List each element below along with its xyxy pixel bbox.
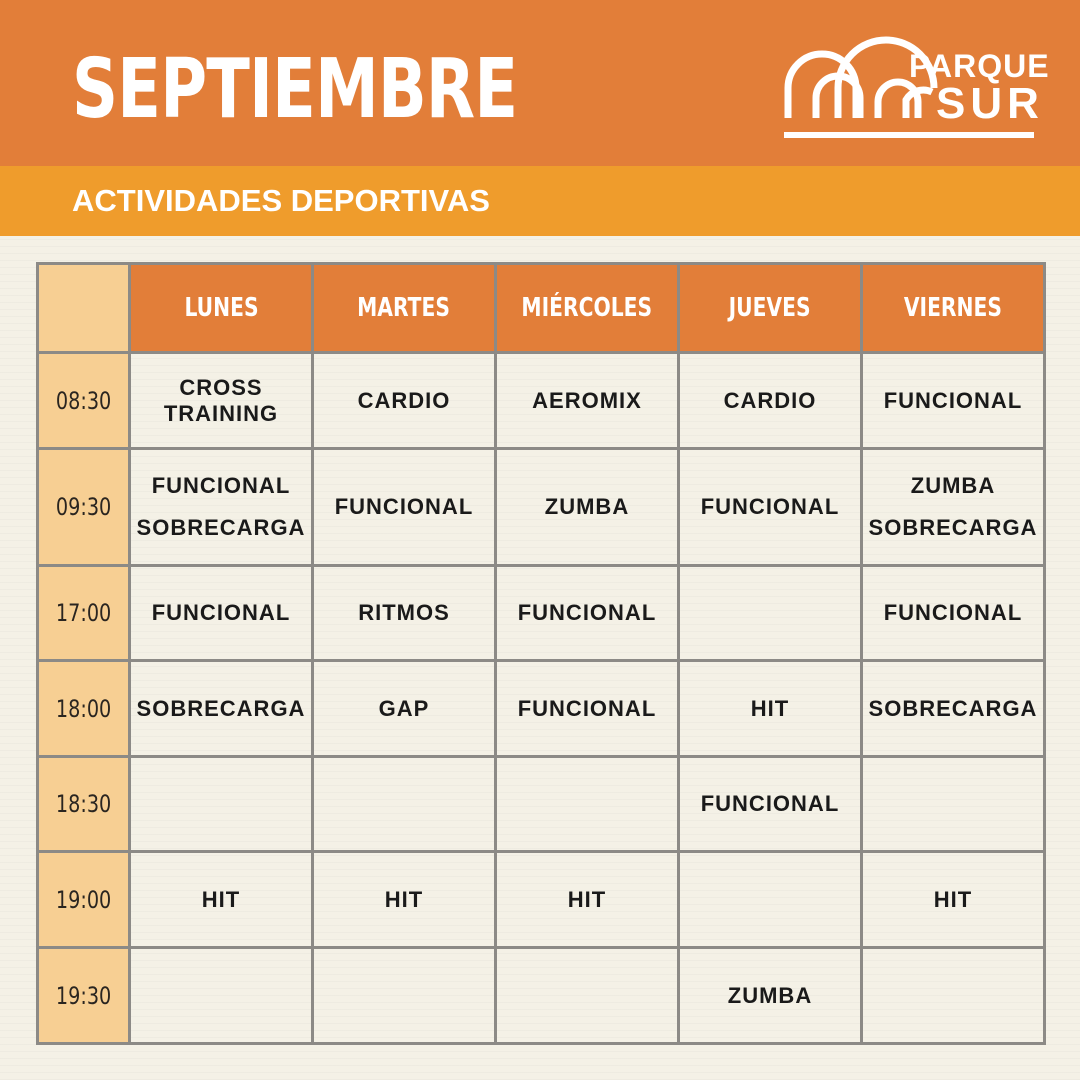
activity-cell [313,757,496,852]
day-header: JUEVES [679,264,862,353]
activity-cell: HIT [130,852,313,948]
logo-word-sur: SUR [936,79,1044,128]
day-header-row [38,264,1045,353]
day-header: MIÉRCOLES [496,264,679,353]
table-row [38,566,1045,661]
activity-cell: FUNCIONAL [496,566,679,661]
subtitle-bar [0,166,1080,236]
activity-cell [496,948,679,1044]
table-row [38,852,1045,948]
table-row [38,661,1045,757]
activity-cell: SOBRECARGA [130,661,313,757]
logo-word-parque: PARQUE [909,48,1050,84]
activity-cell: FUNCIONAL [130,566,313,661]
activity-cell: FUNCIONAL [862,566,1045,661]
day-header: VIERNES [862,264,1045,353]
activity-cell [496,757,679,852]
day-header: MARTES [313,264,496,353]
activity-cell: FUNCIONAL SOBRECARGA [130,449,313,566]
activity-cell: FUNCIONAL [679,757,862,852]
subtitle: ACTIVIDADES DEPORTIVAS [72,183,490,218]
activity-cell: RITMOS [313,566,496,661]
header-banner [0,0,1080,166]
activity-cell: HIT [496,852,679,948]
time-cell: 18:30 [38,757,130,852]
activity-cell: FUNCIONAL [679,449,862,566]
activity-cell: HIT [313,852,496,948]
activity-cell: AEROMIX [496,353,679,449]
activity-cell: HIT [679,661,862,757]
activity-cell: SOBRECARGA [862,661,1045,757]
activity-cell: CROSS TRAINING [130,353,313,449]
month-title: SEPTIEMBRE [72,42,518,137]
activity-cell: HIT [862,852,1045,948]
activity-cell [130,948,313,1044]
table-row [38,948,1045,1044]
activity-cell: ZUMBA SOBRECARGA [862,449,1045,566]
table-row [38,449,1045,566]
schedule-table [36,262,1046,1045]
activity-cell: ZUMBA [496,449,679,566]
activity-cell: CARDIO [313,353,496,449]
time-cell: 17:00 [38,566,130,661]
table-row [38,353,1045,449]
time-cell: 08:30 [38,353,130,449]
activity-cell [679,852,862,948]
activity-cell [130,757,313,852]
time-cell: 18:00 [38,661,130,757]
activity-cell: FUNCIONAL [862,353,1045,449]
activity-cell: CARDIO [679,353,862,449]
time-cell: 09:30 [38,449,130,566]
activity-cell: FUNCIONAL [313,449,496,566]
activity-cell [313,948,496,1044]
time-cell: 19:00 [38,852,130,948]
activity-cell [862,948,1045,1044]
activity-cell [862,757,1045,852]
activity-cell: GAP [313,661,496,757]
day-header: LUNES [130,264,313,353]
corner-cell [38,264,130,353]
time-cell: 19:30 [38,948,130,1044]
activity-cell [679,566,862,661]
activity-cell: FUNCIONAL [496,661,679,757]
activity-cell: ZUMBA [679,948,862,1044]
table-row [38,757,1045,852]
